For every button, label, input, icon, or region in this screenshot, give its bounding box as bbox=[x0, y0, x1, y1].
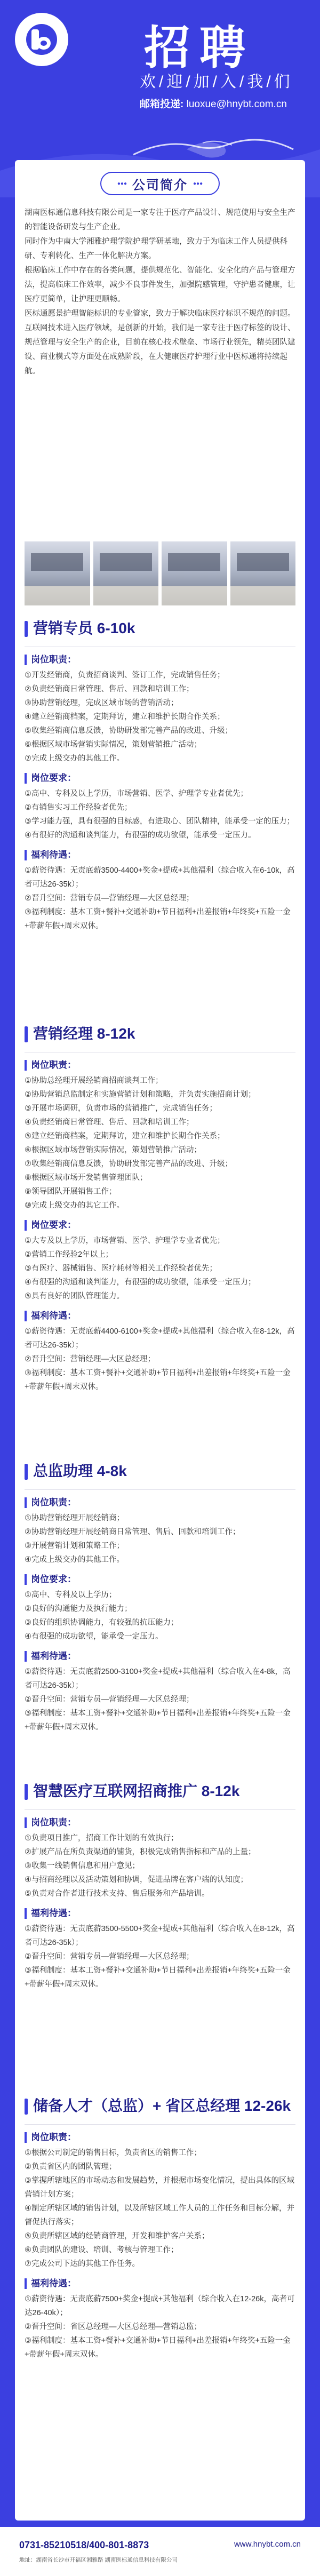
section-heading: 岗位职责： bbox=[25, 2132, 295, 2143]
dots-icon: ●●● bbox=[193, 180, 203, 187]
list-item: ⑦完成公司下达的其他工作任务。 bbox=[25, 2260, 140, 2268]
list-item: ②营销工作经验2年以上； bbox=[25, 1250, 114, 1259]
dots-icon: ●●● bbox=[117, 180, 127, 187]
list-item: ③福利制度：基本工资+餐补+交通补助+节日福利+出差报销+年终奖+五险一金+带薪年假+周末双休。 bbox=[25, 1709, 291, 1732]
divider bbox=[25, 1809, 295, 1810]
email-link[interactable]: luoxue@hnybt.com.cn bbox=[186, 99, 287, 110]
logo-icon bbox=[26, 24, 57, 55]
intro-paragraph: 同时作为中南大学湘雅护理学院护理学研基地，致力于为临床工作人员提供科研、专利转化、生产一体化解决方案。 bbox=[25, 237, 287, 260]
list-item: ④建立经销商档案，定期拜访，建立和维护长期合作关系； bbox=[25, 713, 225, 721]
list-item: ⑤建立经销商档案，定期拜访，建立和维护长期合作关系； bbox=[25, 1132, 225, 1141]
list-item: ①薪资待遇：无责底薪4400-6100+奖金+提成+其他福利（综合收入在8-12k，高者可达26-35k）； bbox=[25, 1327, 295, 1350]
accent-bar bbox=[25, 1784, 28, 1800]
list-item: ②负责经销商日常管理、售后、回款和培训工作； bbox=[25, 685, 194, 693]
page-title: 招聘 bbox=[144, 21, 255, 75]
job-title: 总监助理 4-8k bbox=[33, 1463, 127, 1479]
section-title-text: 公司简介 bbox=[132, 178, 188, 193]
section-heading: 岗位职责： bbox=[25, 1497, 295, 1508]
list-item: ④制定所辖区域的销售计划，以及所辖区域工作人员的工作任务和目标分解，并督促执行落实； bbox=[25, 2204, 294, 2227]
list-item: ④有很好的沟通和谈判能力，有很强的成功欲望，能承受一定压力。 bbox=[25, 831, 256, 840]
list-item: ②晋升空间：营销专员—营销经理—大区总经理； bbox=[25, 894, 194, 903]
section-heading: 福利待遇： bbox=[25, 850, 295, 860]
list-item: ①薪资待遇：无责底薪3500-5500+奖金+提成+其他福利（综合收入在8-12k，高者可达26-35k）； bbox=[25, 1925, 295, 1947]
list-item: ①大专及以上学历，市场营销、医学、护理学专业者优先； bbox=[25, 1237, 225, 1245]
section-heading: 岗位职责： bbox=[25, 1817, 295, 1828]
job-block bbox=[25, 1024, 295, 1394]
section-heading: 福利待遇： bbox=[25, 1908, 295, 1919]
intro-paragraph: 根据临床工作中存在的各类问题，提供规范化、智能化、安全化的产品与管理方法，提高临床工作效率，减少不良事件发生，加强院感管理，守护患者健康，让医疗更简单，让护理更顺畅。 bbox=[25, 266, 295, 304]
list-item: ①根据公司制定的销售目标，负责省区的销售工作； bbox=[25, 2149, 202, 2157]
list-item: ③福利制度：基本工资+餐补+交通补助+节日福利+出差报销+年终奖+五险一金+带薪年假+周末双休。 bbox=[25, 1369, 291, 1391]
content-card bbox=[15, 160, 305, 2521]
list-item: ④完成上级交办的其他工作。 bbox=[25, 1556, 124, 1564]
list-item: ③掌握所辖地区的市场动态和发展趋势，并根据市场变化情况，提出具体的区域营销计划方案； bbox=[25, 2176, 294, 2199]
list-item: ②晋升空间：省区总经理—大区总经理—营销总监； bbox=[25, 2323, 202, 2331]
list-item: ③开展市场调研，负责市场的营销推广，完成销售任务； bbox=[25, 1104, 217, 1113]
job-title: 营销经理 8-12k bbox=[33, 1025, 135, 1042]
list-item: ⑤负责对合作者进行技术支持、售后服务和产品培训。 bbox=[25, 1889, 210, 1898]
list-item: ⑤具有良好的团队管理能力。 bbox=[25, 1292, 124, 1301]
list-item: ②扩展产品在所负责渠道的铺货，积极完成销售指标和产品的上量； bbox=[25, 1848, 256, 1856]
divider bbox=[25, 2124, 295, 2125]
job-title: 储备人才（总监）+ 省区总经理 12-26k bbox=[33, 2098, 291, 2114]
list-item: ①薪资待遇：无责底薪7500+奖金+提成+其他福利（综合收入在12-26k，高者可达26-40k）； bbox=[25, 2295, 295, 2317]
list-item: ②负责省区内的团队管理； bbox=[25, 2163, 117, 2171]
list-item: ①薪资待遇：无责底薪3500-4400+奖金+提成+其他福利（综合收入在6-10k，高者可达26-35k）； bbox=[25, 866, 295, 889]
list-item: ①开发经销商，负责招商谈判、签订工作，完成销售任务； bbox=[25, 671, 225, 680]
list-item: ①协助营销经理开展经销商； bbox=[25, 1514, 124, 1522]
section-heading: 福利待遇： bbox=[25, 2278, 295, 2289]
list-item: ③福利制度：基本工资+餐补+交通补助+节日福利+出差报销+年终奖+五险一金+带薪年假+周末双休。 bbox=[25, 2336, 291, 2359]
list-item: ⑤负责所辖区域的经销商管理，开发和维护客户关系； bbox=[25, 2232, 210, 2240]
footer bbox=[0, 2521, 320, 2576]
list-item: ①高中、专科及以上学历，市场营销、医学、护理学专业者优先； bbox=[25, 789, 248, 798]
list-item: ①负责项目推广，招商工作计划的有效执行； bbox=[25, 1834, 179, 1843]
accent-bar bbox=[25, 1026, 28, 1042]
list-item: ④有很强的成功欲望，能承受一定压力。 bbox=[25, 1632, 163, 1641]
job-block bbox=[25, 2096, 295, 2362]
section-heading: 岗位职责： bbox=[25, 655, 295, 665]
list-item: ⑥根据区域市场营销实际情况，策划营销推广活动； bbox=[25, 1146, 202, 1154]
list-item: ③协助营销经理，完成区域市场的营销活动； bbox=[25, 699, 179, 707]
section-heading: 岗位要求： bbox=[25, 1220, 295, 1231]
accent-bar bbox=[25, 621, 28, 637]
job-title: 智慧医疗互联网招商推广 8-12k bbox=[33, 1783, 240, 1799]
office-photo bbox=[93, 541, 159, 605]
office-photos bbox=[25, 541, 295, 605]
email-label: 邮箱投递: bbox=[140, 99, 184, 110]
section-heading: 岗位职责： bbox=[25, 1060, 295, 1071]
company-intro bbox=[25, 206, 295, 379]
list-item: ③有医疗、器械销售、医疗耗材等相关工作经验者优先； bbox=[25, 1264, 217, 1273]
list-item: ②协助营销经理开展经销商日常管理、售后、回款和培训工作； bbox=[25, 1528, 241, 1536]
list-item: ⑧根据区域市场开发销售管理团队； bbox=[25, 1174, 148, 1182]
job-block bbox=[25, 1462, 295, 1734]
list-item: ②协助营销总监制定和实施营销计划和策略，并负责实施招商计划； bbox=[25, 1090, 256, 1099]
list-item: ⑥负责团队的建设、培训、考核与管理工作； bbox=[25, 2246, 179, 2254]
section-heading: 岗位要求： bbox=[25, 773, 295, 784]
list-item: ⑥根据区域市场营销实际情况，策划营销推广活动； bbox=[25, 740, 202, 749]
job-block bbox=[25, 1782, 295, 1991]
footer-stripe bbox=[0, 2521, 320, 2527]
list-item: ②有销售实习工作经验者优先； bbox=[25, 803, 132, 812]
list-item: ⑨领导团队开展销售工作； bbox=[25, 1187, 117, 1196]
page-subtitle: 欢/迎/加/入/我/们 bbox=[140, 73, 293, 91]
list-item: ③良好的组织协调能力，有较强的抗压能力； bbox=[25, 1618, 179, 1627]
section-heading: 福利待遇： bbox=[25, 1311, 295, 1321]
list-item: ④与招商经理以及活动策划和协调，促进品牌在客户端的认知度； bbox=[25, 1876, 248, 1884]
list-item: ④有很强的沟通和谈判能力，有很强的成功欲望，能承受一定压力； bbox=[25, 1278, 256, 1287]
list-item: ①薪资待遇：无责底薪2500-3100+奖金+提成+其他福利（综合收入在4-8k，高者可达26-35k）； bbox=[25, 1668, 291, 1690]
company-logo bbox=[15, 13, 68, 66]
footer-phone[interactable]: 0731-85210518/400-801-8873 bbox=[19, 2540, 149, 2550]
list-item: ⑩完成上级交办的其它工作。 bbox=[25, 1201, 124, 1210]
section-title-company bbox=[100, 172, 220, 195]
list-item: ③福利制度：基本工资+餐补+交通补助+节日福利+出差报销+年终奖+五险一金+带薪年假+周末双休。 bbox=[25, 908, 291, 930]
list-item: ⑦完成上级交办的其他工作。 bbox=[25, 754, 124, 763]
office-photo bbox=[25, 541, 90, 605]
list-item: ⑤收集经销商信息反馈，协助研发部完善产品的改进、升级； bbox=[25, 727, 233, 735]
accent-bar bbox=[25, 2099, 28, 2115]
footer-url[interactable]: www.hnybt.com.cn bbox=[234, 2540, 301, 2549]
header bbox=[0, 0, 320, 176]
accent-bar bbox=[25, 1464, 28, 1480]
list-item: ⑦收集经销商信息反馈，协助研发部完善产品的改进、升级； bbox=[25, 1160, 233, 1168]
divider bbox=[25, 1489, 295, 1490]
list-item: ③学习能力强，具有很强的目标感，有进取心、团队精神，能承受一定的压力； bbox=[25, 817, 294, 826]
list-item: ③福利制度：基本工资+餐补+交通补助+节日福利+出差报销+年终奖+五险一金+带薪年假+周末双休。 bbox=[25, 1966, 291, 1989]
office-photo bbox=[230, 541, 296, 605]
office-photo bbox=[162, 541, 227, 605]
email-line bbox=[140, 96, 287, 110]
job-block bbox=[25, 619, 295, 933]
list-item: ④负责经销商日常管理、售后、回款和培训工作； bbox=[25, 1118, 194, 1127]
footer-address: 地址：湖南省长沙市开福区湘雅路 湖南医标通信息科技有限公司 bbox=[19, 2557, 178, 2563]
list-item: ②晋升空间：营销经理—大区总经理； bbox=[25, 1355, 155, 1363]
list-item: ①高中、专科及以上学历； bbox=[25, 1591, 117, 1599]
section-heading: 岗位要求： bbox=[25, 1574, 295, 1585]
list-item: ③收集一线销售信息和用户意见； bbox=[25, 1862, 140, 1870]
list-item: ③开展营销计划和策略工作； bbox=[25, 1542, 124, 1550]
intro-paragraph: 医标通愿景护理智能标识的专业管家，致力于解决临床医疗标识不规范的问题。 bbox=[25, 309, 295, 318]
intro-paragraph: 湖南医标通信息科技有限公司是一家专注于医疗产品设计、规范使用与安全生产的智能设备研发与生产企业。 bbox=[25, 209, 295, 232]
job-title: 营销专员 6-10k bbox=[33, 620, 135, 636]
list-item: ②良好的沟通能力及执行能力； bbox=[25, 1605, 132, 1613]
list-item: ②晋升空间：营销专员—营销经理—大区总经理； bbox=[25, 1952, 194, 1961]
list-item: ②晋升空间：营销专员—营销经理—大区总经理； bbox=[25, 1695, 194, 1704]
intro-paragraph: 互联网技术进入医疗领域，是创新的开始，我们是一家专注于医疗标签的设计、规范管理与安全生产的企业，目前在核心技术壁垒、市场行业领先，精英团队建设、商业模式等方面处在成熟阶段，在大健康医疗护理行业中医标通将持续起航。 bbox=[25, 324, 295, 376]
list-item: ①协助总经理开展经销商招商谈判工作； bbox=[25, 1076, 163, 1085]
section-heading: 福利待遇： bbox=[25, 1651, 295, 1662]
